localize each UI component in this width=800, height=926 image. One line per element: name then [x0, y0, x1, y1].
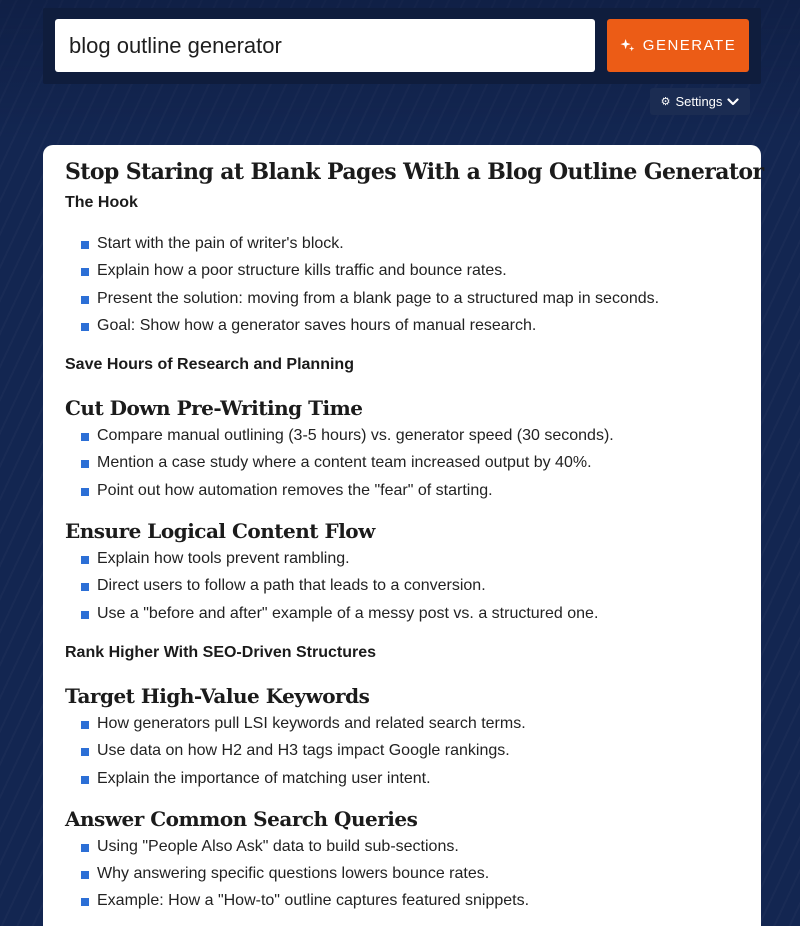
outline-card [43, 145, 764, 926]
subsection-list [65, 422, 739, 504]
section-heading: Save Hours of Research and Planning [65, 356, 354, 374]
subsection-heading: Answer Common Search Queries [65, 806, 418, 831]
search-input[interactable] [55, 19, 595, 72]
list-item: Use a "before and after" example of a messy post vs. a structured one. [65, 600, 739, 627]
list-item: Goal: Show how a generator saves hours of manual research. [65, 312, 739, 339]
section-heading: Rank Higher With SEO-Driven Structures [65, 643, 377, 661]
list-item: Explain the importance of matching user intent. [65, 765, 739, 792]
list-item: Why answering specific questions lowers bounce rates. [65, 860, 739, 887]
subsection-list [65, 710, 739, 792]
generate-label: GENERATE [642, 37, 737, 54]
subsection-heading: Cut Down Pre-Writing Time [65, 396, 363, 421]
list-item: Use data on how H2 and H3 tags impact Google rankings. [65, 737, 739, 764]
list-item: Direct users to follow a path that leads to a conversion. [65, 572, 739, 599]
list-item: Explain how tools prevent rambling. [65, 545, 739, 572]
chevron-down-icon [727, 98, 739, 106]
subsection-list [65, 545, 739, 627]
subsection-heading: Ensure Logical Content Flow [65, 519, 375, 544]
subsection-heading: Target High-Value Keywords [65, 683, 370, 708]
list-item: Point out how automation removes the "fear" of starting. [65, 477, 739, 504]
hook-list [65, 230, 739, 339]
list-item: Compare manual outlining (3-5 hours) vs. generator speed (30 seconds). [65, 422, 739, 449]
generate-button[interactable] [607, 19, 749, 72]
sparkle-icon [620, 38, 635, 53]
outline-title: Stop Staring at Blank Pages With a Blog Outline Generator [65, 159, 764, 185]
list-item: Present the solution: moving from a blank page to a structured map in seconds. [65, 285, 739, 312]
list-item: How generators pull LSI keywords and related search terms. [65, 710, 739, 737]
settings-label: Settings [675, 94, 723, 109]
settings-button[interactable] [650, 88, 750, 115]
gear-icon: ⚙ [660, 96, 671, 108]
list-item: Using "People Also Ask" data to build sub-sections. [65, 833, 739, 860]
list-item: Mention a case study where a content team increased output by 40%. [65, 449, 739, 476]
subsection-list [65, 833, 739, 915]
list-item: Example: How a "How-to" outline captures featured snippets. [65, 887, 739, 914]
list-item: Explain how a poor structure kills traffic and bounce rates. [65, 257, 739, 284]
list-item: Start with the pain of writer's block. [65, 230, 739, 257]
hook-heading: The Hook [65, 194, 138, 211]
